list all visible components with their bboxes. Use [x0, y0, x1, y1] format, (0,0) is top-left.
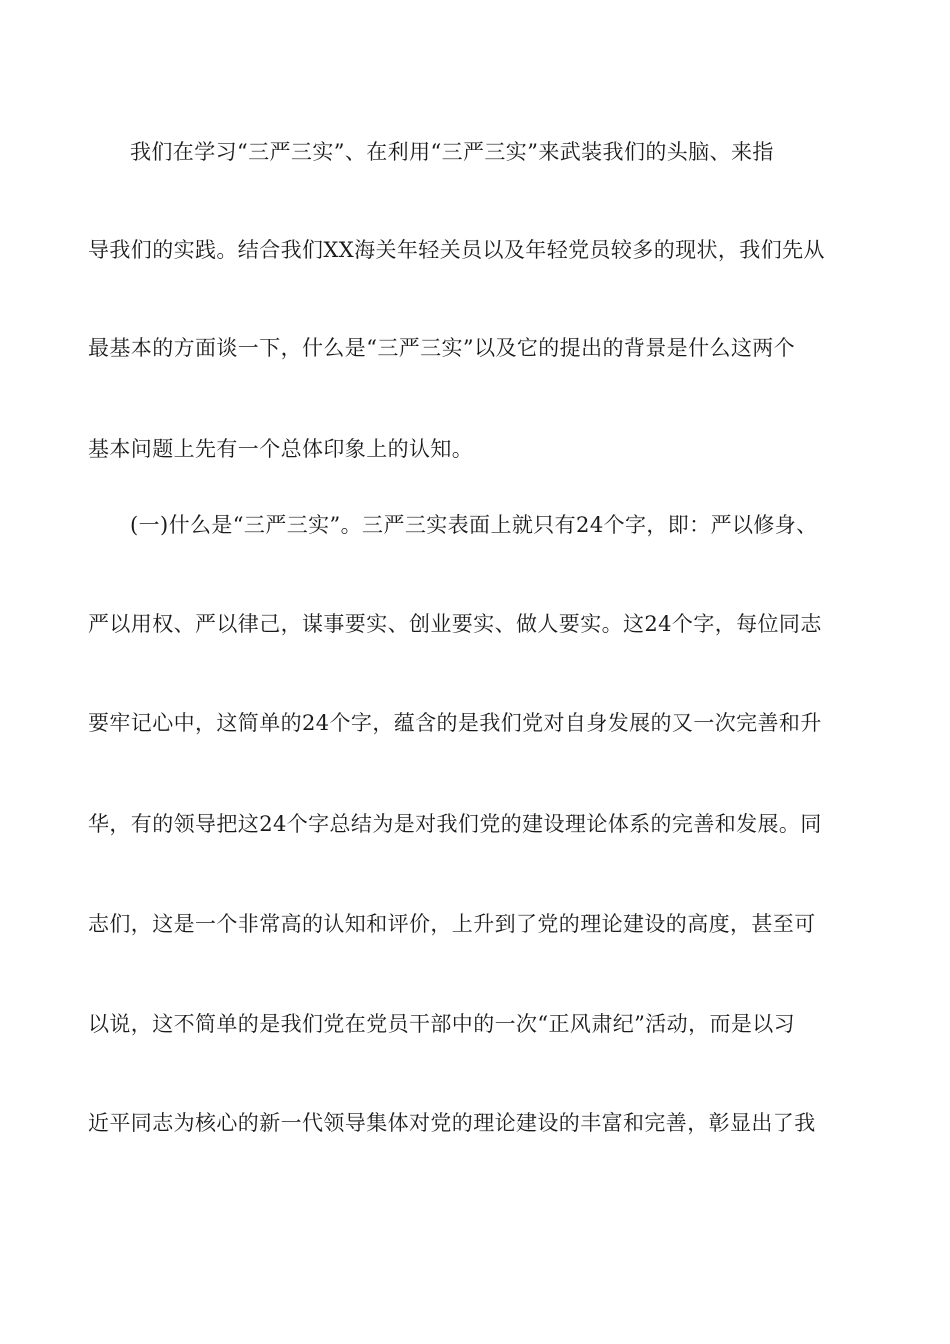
- paragraph-1-line-4: 基本问题上先有一个总体印象上的认知。: [88, 437, 474, 461]
- paragraph-2-line-7: 近平同志为核心的新一代领导集体对党的理论建设的丰富和完善，彰显出了我: [88, 1111, 816, 1135]
- paragraph-1-line-2: 导我们的实践。结合我们XX海关年轻关员以及年轻党员较多的现状，我们先从: [88, 238, 825, 262]
- paragraph-2-line-6: 以说，这不简单的是我们党在党员干部中的一次“正风肃纪”活动，而是以习: [88, 1012, 796, 1036]
- paragraph-1-line-3: 最基本的方面谈一下，什么是“三严三实”以及它的提出的背景是什么这两个: [88, 336, 796, 360]
- paragraph-2-line-2: 严以用权、严以律己，谋事要实、创业要实、做人要实。这24个字，每位同志: [88, 612, 822, 636]
- paragraph-2-line-5: 志们，这是一个非常高的认知和评价，上升到了党的理论建设的高度，甚至可: [88, 912, 816, 936]
- paragraph-2-line-3: 要牢记心中，这简单的24个字，蕴含的是我们党对自身发展的又一次完善和升: [88, 711, 822, 735]
- paragraph-2-line-1: (一)什么是“三严三实”。三严三实表面上就只有24个字，即：严以修身、: [130, 513, 818, 537]
- paragraph-1-line-1: 我们在学习“三严三实”、在利用“三严三实”来武装我们的头脑、来指: [130, 140, 774, 164]
- paragraph-2-line-4: 华，有的领导把这24个字总结为是对我们党的建设理论体系的完善和发展。同: [88, 812, 822, 836]
